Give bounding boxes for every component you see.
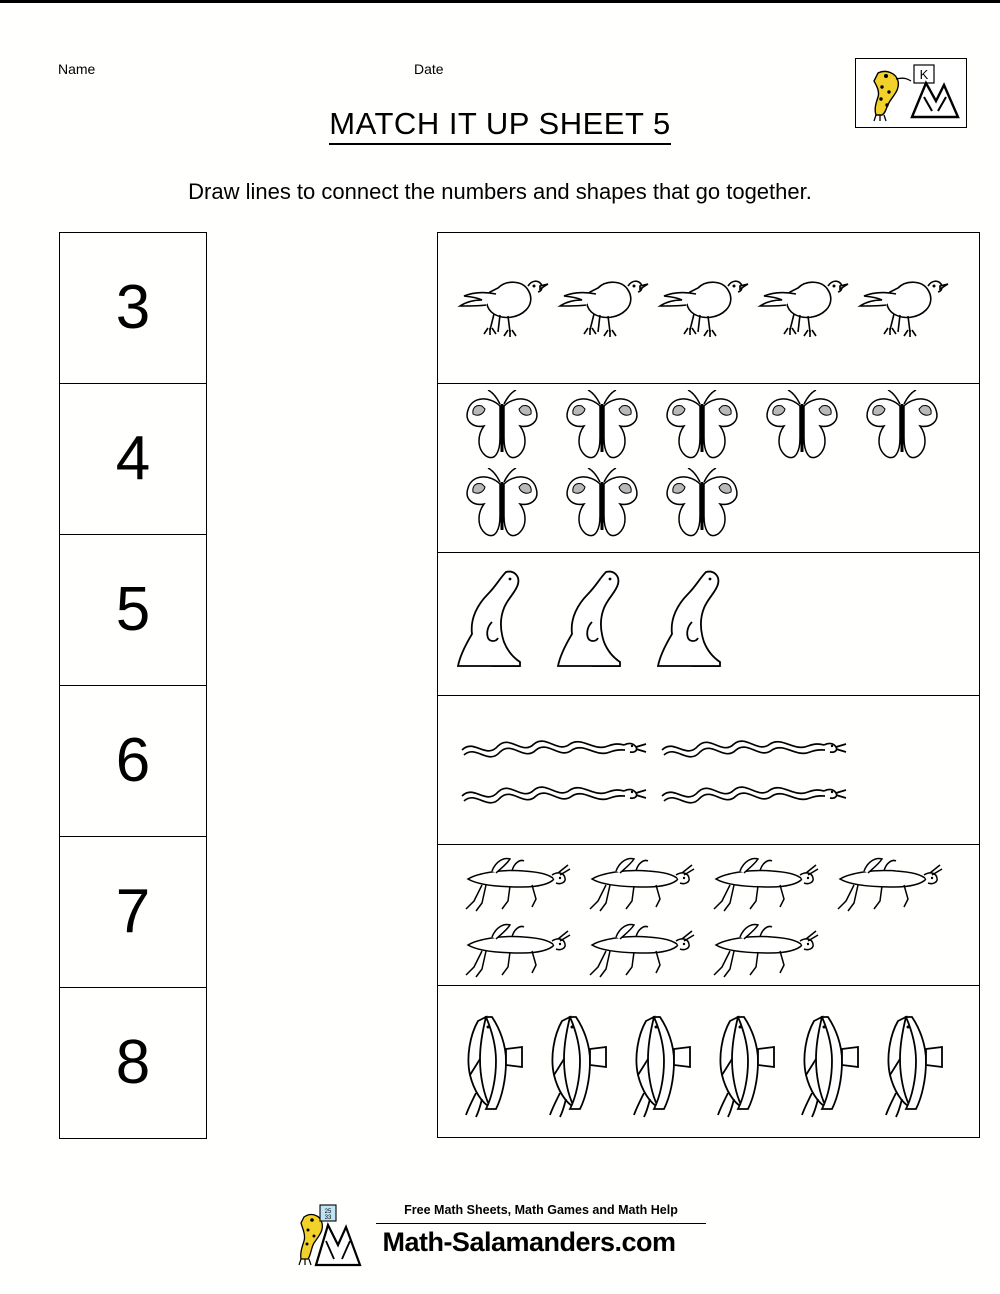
number-value: 7	[115, 877, 151, 946]
name-label: Name	[58, 61, 96, 77]
bird-icon	[552, 262, 652, 354]
dinosaur-icon	[652, 560, 752, 688]
fish-icon	[620, 1003, 704, 1121]
fish-icon	[872, 1003, 956, 1121]
page-title-text: MATCH IT UP SHEET 5	[329, 106, 670, 145]
shape-cell-fish[interactable]	[438, 986, 979, 1138]
number-value: 3	[115, 273, 151, 342]
snake-icon	[652, 770, 852, 816]
number-cell[interactable]	[60, 988, 206, 1139]
number-value: 4	[115, 424, 151, 493]
dinosaur-icon	[552, 560, 652, 688]
grasshopper-icon	[700, 849, 824, 915]
page-title	[0, 106, 1000, 142]
bird-icon	[752, 262, 852, 354]
fish-icon	[452, 1003, 536, 1121]
grasshopper-icon	[576, 849, 700, 915]
footer-divider	[376, 1223, 706, 1224]
butterfly-icon	[652, 468, 752, 546]
footer-url[interactable]: Math-Salamanders.com	[382, 1227, 676, 1257]
butterfly-icon	[552, 468, 652, 546]
butterfly-icon	[852, 390, 952, 468]
number-value: 6	[115, 726, 151, 795]
number-cell[interactable]	[60, 233, 206, 384]
svg-text:25: 25	[324, 1209, 332, 1215]
fish-icon	[704, 1003, 788, 1121]
butterfly-icon	[552, 390, 652, 468]
number-value: 8	[115, 1028, 151, 1097]
butterfly-icon	[752, 390, 852, 468]
meta-row	[0, 61, 1000, 85]
shape-cell-dinosaurs[interactable]	[438, 553, 979, 696]
snake-icon	[452, 770, 652, 816]
shape-cell-snakes[interactable]	[438, 696, 979, 845]
numbers-column	[59, 232, 207, 1139]
number-cell[interactable]	[60, 384, 206, 535]
number-cell[interactable]	[60, 837, 206, 988]
bird-icon	[452, 262, 552, 354]
number-cell[interactable]	[60, 686, 206, 837]
footer	[0, 1195, 1000, 1285]
snake-icon	[452, 724, 652, 770]
grasshopper-icon	[452, 915, 576, 981]
fish-icon	[536, 1003, 620, 1121]
shape-cell-grasshoppers[interactable]	[438, 845, 979, 986]
date-label: Date	[414, 61, 444, 77]
svg-text:K: K	[919, 67, 929, 82]
butterfly-icon	[452, 468, 552, 546]
svg-text:33: 33	[324, 1215, 332, 1221]
footer-tagline: Free Math Sheets, Math Games and Math Help	[404, 1203, 678, 1217]
bird-icon	[852, 262, 952, 354]
number-value: 5	[115, 575, 151, 644]
butterfly-icon	[452, 390, 552, 468]
dinosaur-icon	[452, 560, 552, 688]
grasshopper-icon	[700, 915, 824, 981]
shapes-column	[437, 232, 980, 1138]
grasshopper-icon	[824, 849, 948, 915]
instructions-text: Draw lines to connect the numbers and shapes that go together.	[188, 179, 812, 204]
grasshopper-icon	[576, 915, 700, 981]
grasshopper-icon	[452, 849, 576, 915]
shape-cell-birds[interactable]	[438, 233, 979, 384]
shape-cell-butterflies[interactable]	[438, 384, 979, 553]
bird-icon	[652, 262, 752, 354]
snake-icon	[652, 724, 852, 770]
fish-icon	[788, 1003, 872, 1121]
butterfly-icon	[652, 390, 752, 468]
number-cell[interactable]	[60, 535, 206, 686]
